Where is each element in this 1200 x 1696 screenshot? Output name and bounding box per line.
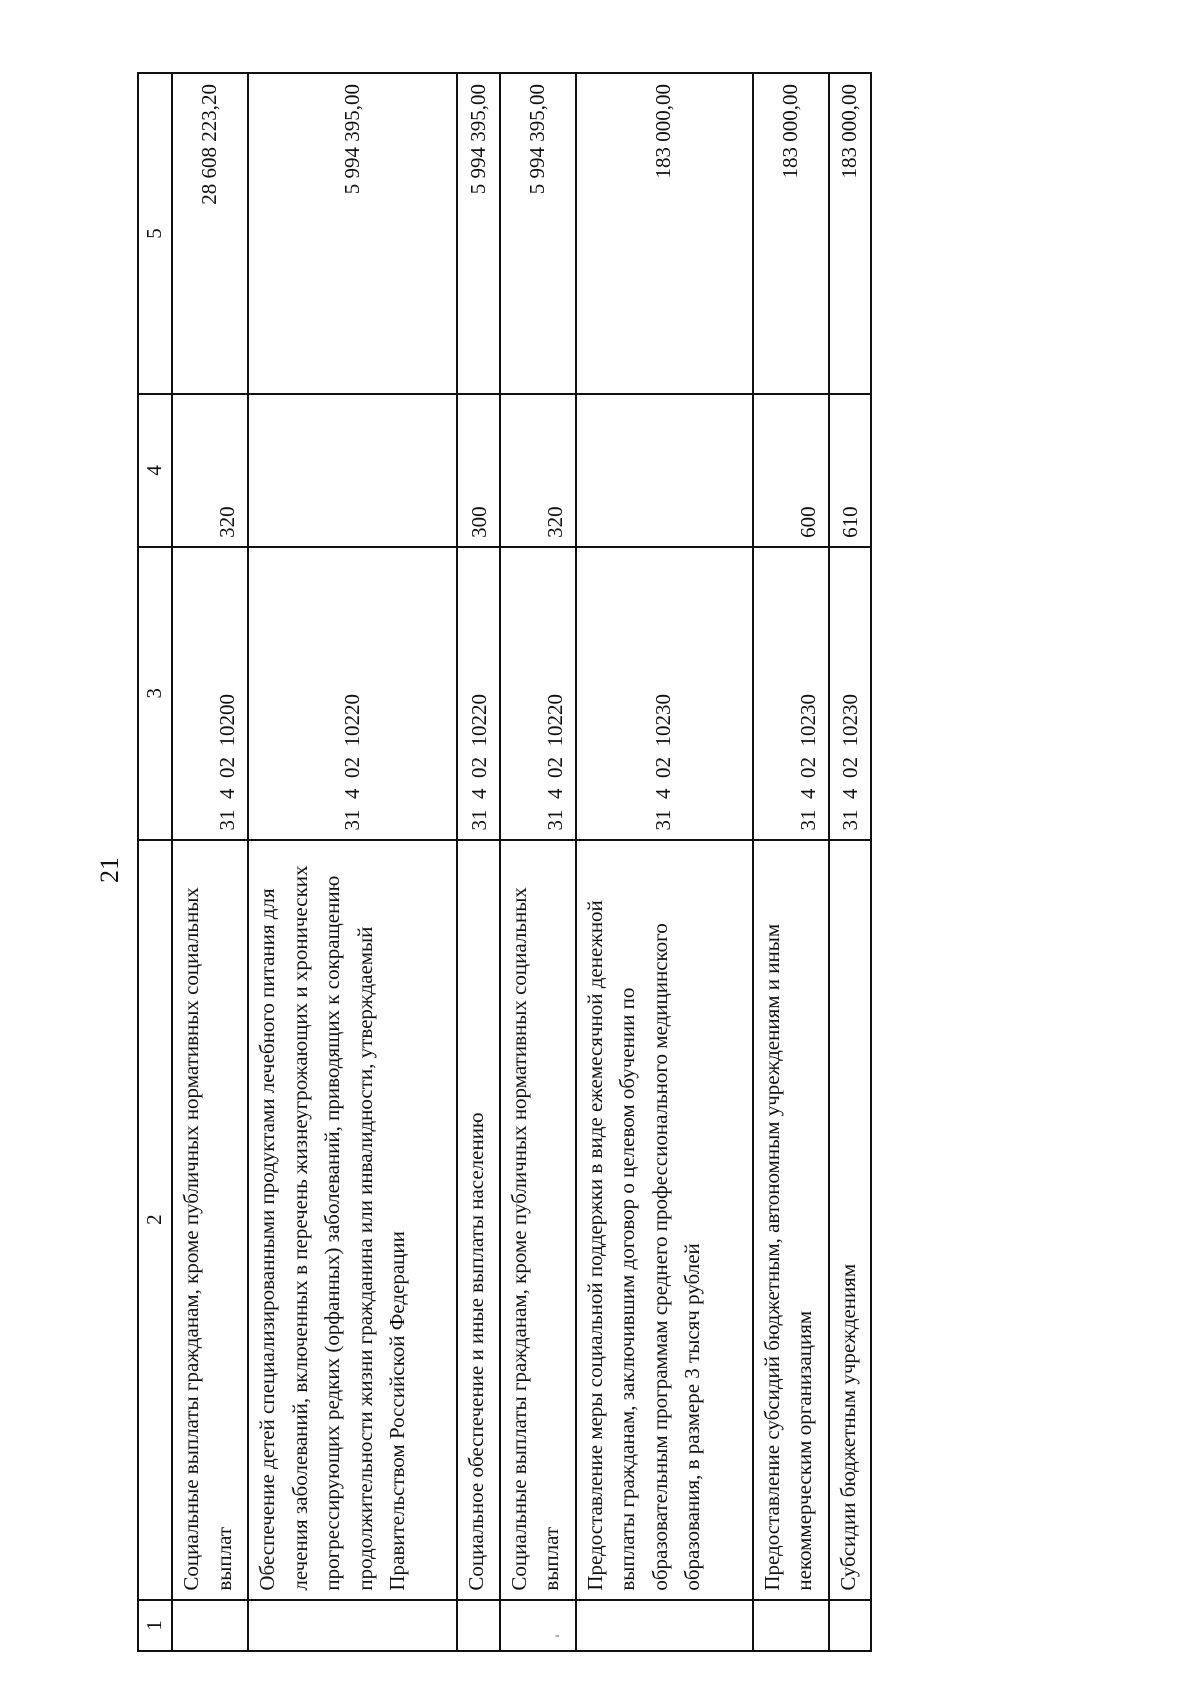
cell-index [829,1600,871,1651]
cell-type: 610 [829,394,871,547]
cell-name: Обеспечение детей специализированными продуктами лечебного питания для лечения заболеваний, включенных в перечень жизнеугрожающих и хронических прогрессирующих редких (орфанных) заболеваний, приводящих к сокращению продолжительности жизни гражданина или инвалидности, утверждаемый Правительством Российской Федерации [248,840,457,1600]
cell-name: Социальные выплаты гражданам, кроме публичных нормативных социальных выплат [172,840,248,1600]
table-row [457,73,499,1651]
column-header-4: 4 [138,394,172,547]
cell-type [576,394,753,547]
cell-index [172,1600,248,1651]
table-row [576,73,753,1651]
cell-amount: 5 994 395,00 [457,73,499,394]
cell-amount: 183 000,00 [576,73,753,394]
table-row [500,73,576,1651]
cell-name: Социальные выплаты гражданам, кроме публичных нормативных социальных выплат [500,840,576,1600]
cell-name: Социальное обеспечение и иные выплаты населению [457,840,499,1600]
scan-mark: - [555,1628,560,1643]
cell-name: Предоставление субсидий бюджетным, автономным учреждениям и иным некоммерческим организациям [753,840,829,1600]
cell-name: Субсидии бюджетным учреждениям [829,840,871,1600]
column-header-3: 3 [138,547,172,840]
cell-index [457,1600,499,1651]
table-row [829,73,871,1651]
table-container [137,72,872,1652]
cell-index [248,1600,457,1651]
cell-name: Предоставление меры социальной поддержки в виде ежемесячной денежной выплаты гражданам, заключившим договор о целевом обучении по образовательным программам среднего профессионального медицинского образования, в размере 3 тысяч рублей [576,840,753,1600]
cell-code: 31 4 02 10220 [500,547,576,840]
cell-code: 31 4 02 10230 [829,547,871,840]
cell-amount: 5 994 395,00 [248,73,457,394]
column-header-1: 1 [138,1600,172,1651]
cell-amount: 5 994 395,00 [500,73,576,394]
cell-index [753,1600,829,1651]
table-row [753,73,829,1651]
cell-index [576,1600,753,1651]
cell-code: 31 4 02 10230 [576,547,753,840]
budget-table [137,72,872,1652]
cell-type: 300 [457,394,499,547]
table-row [172,73,248,1651]
table-row [248,73,457,1651]
cell-type: 600 [753,394,829,547]
cell-type: 320 [500,394,576,547]
cell-type [248,394,457,547]
cell-code: 31 4 02 10200 [172,547,248,840]
cell-code: 31 4 02 10230 [753,547,829,840]
cell-code: 31 4 02 10220 [248,547,457,840]
column-header-2: 2 [138,840,172,1600]
cell-amount: 183 000,00 [753,73,829,394]
cell-code: 31 4 02 10220 [457,547,499,840]
header-row [138,73,172,1651]
cell-amount: 28 608 223,20 [172,73,248,394]
cell-index [500,1600,576,1651]
page-number: 21 [95,857,124,883]
column-header-5: 5 [138,73,172,394]
cell-amount: 183 000,00 [829,73,871,394]
cell-type: 320 [172,394,248,547]
